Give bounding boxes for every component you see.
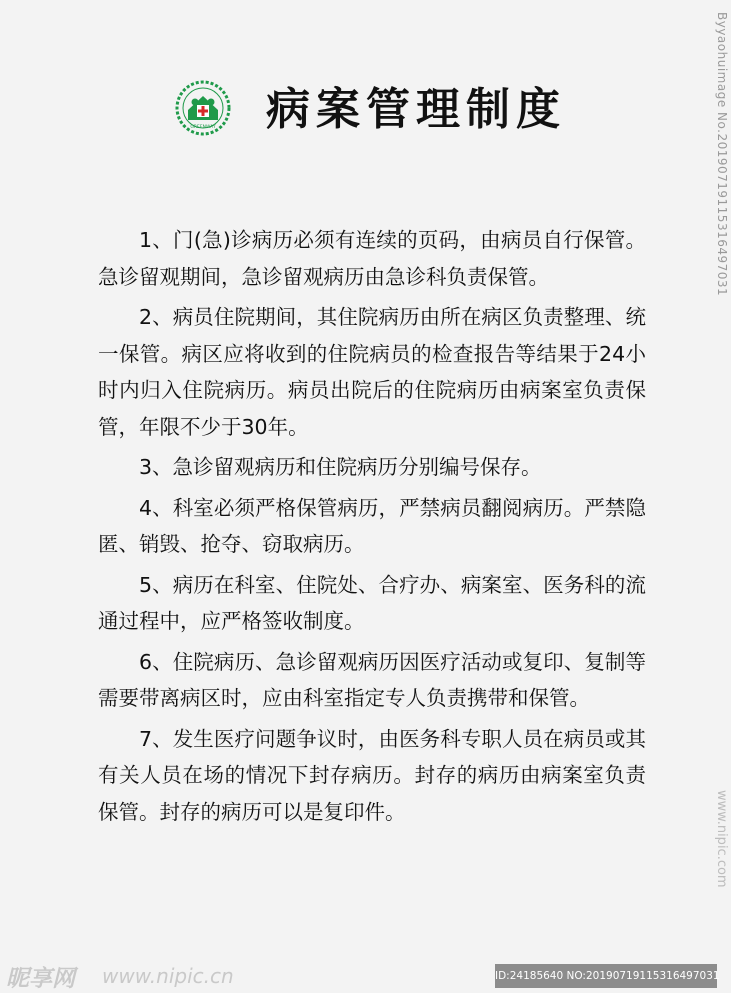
rule-paragraph-6: 6、住院病历、急诊留观病历因医疗活动或复印、复制等需要带离病区时，应由科室指定专人负责携带和保管。 — [98, 649, 646, 710]
watermark-url: www.nipic.cn — [102, 964, 234, 988]
rule-paragraph-4: 4、科室必须严格保管病历，严禁病员翻阅病历。严禁隐匿、销毁、抢夺、窃取病历。 — [98, 495, 646, 556]
rule-paragraph-1: 1、门(急)诊病历必须有连续的页码，由病员自行保管。急诊留观期间，急诊留观病历由急诊科负责保管。 — [98, 228, 646, 289]
rule-paragraph-2: 2、病员住院期间，其住院病历由所在病区负责整理、统一保管。病区应将收到的住院病员的检查报告等结果于24小时内归入住院病历。病员出院后的住院病历由病案室负责保管，年限不少于30年。 — [98, 305, 646, 439]
svg-text:GREENWAY: GREENWAY — [190, 125, 216, 130]
side-watermark-url: www.nipic.com — [714, 790, 729, 888]
page-title: 病案管理制度 — [266, 84, 566, 135]
rules-body — [98, 222, 646, 834]
hospital-logo-icon — [175, 80, 231, 136]
side-watermark: Byyaohuimage No.20190719115316497031 — [715, 12, 729, 297]
rule-paragraph-5: 5、病历在科室、住院处、合疗办、病案室、医务科的流通过程中，应严格签收制度。 — [98, 572, 646, 633]
watermark-bar — [0, 958, 731, 993]
rule-paragraph-7: 7、发生医疗问题争议时，由医务科专职人员在病员或其有关人员在场的情况下封存病历。封存的病历由病案室负责保管。封存的病历可以是复印件。 — [98, 726, 646, 824]
watermark-brand: 昵享网 — [6, 966, 75, 992]
rule-paragraph-3: 3、急诊留观病历和住院病历分别编号保存。 — [139, 455, 542, 479]
image-id-badge: ID:24185640 NO:20190719115316497031 — [495, 964, 717, 988]
